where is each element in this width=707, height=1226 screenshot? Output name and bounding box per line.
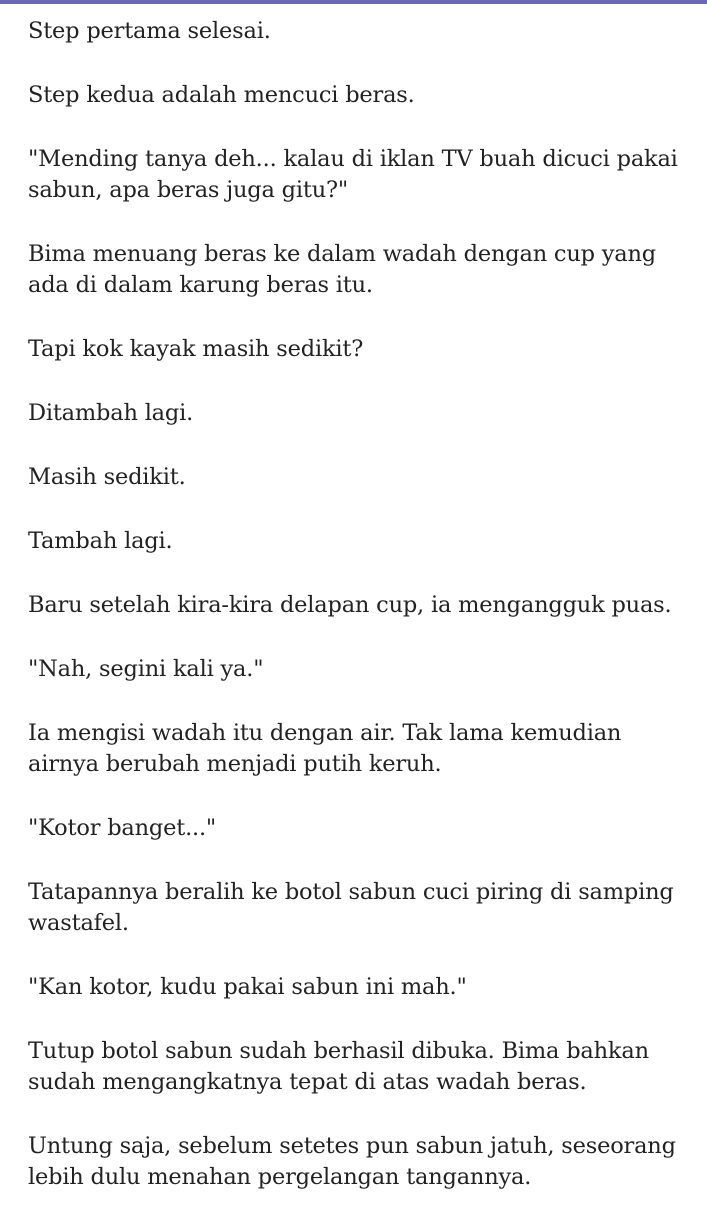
story-paragraph: Ia mengisi wadah itu dengan air. Tak lama kemudian airnya berubah menjadi putih keruh. [28,720,622,777]
story-paragraph: Masih sedikit. [28,464,186,490]
story-paragraph: Bima menuang beras ke dalam wadah dengan cup yang ada di dalam karung beras itu. [28,241,657,298]
story-paragraph: "Nah, segini kali ya." [28,656,264,682]
story-paragraph: Baru setelah kira-kira delapan cup, ia mengangguk puas. [28,592,672,618]
story-paragraph: "Mending tanya deh... kalau di iklan TV buah dicuci pakai sabun, apa beras juga gitu?" [28,146,678,203]
story-paragraph: Ditambah lagi. [28,400,194,426]
story-text-area[interactable] [28,16,698,1226]
story-paragraph: Tambah lagi. [28,528,173,554]
story-paragraph: "Kotor banget..." [28,815,217,841]
story-paragraph: Step pertama selesai. [28,18,271,44]
story-paragraph: Step kedua adalah mencuci beras. [28,82,415,108]
story-paragraph: "Kan kotor, kudu pakai sabun ini mah." [28,974,467,1000]
top-accent-bar [0,0,707,4]
story-paragraph: Tatapannya beralih ke botol sabun cuci piring di samping wastafel. [28,879,674,936]
story-paragraph: Tutup botol sabun sudah berhasil dibuka. Bima bahkan sudah mengangkatnya tepat di atas wadah beras. [28,1038,649,1095]
story-paragraph: Tapi kok kayak masih sedikit? [28,336,364,362]
story-paragraph: Untung saja, sebelum setetes pun sabun jatuh, seseorang lebih dulu menahan pergelangan tangannya. [28,1133,676,1190]
